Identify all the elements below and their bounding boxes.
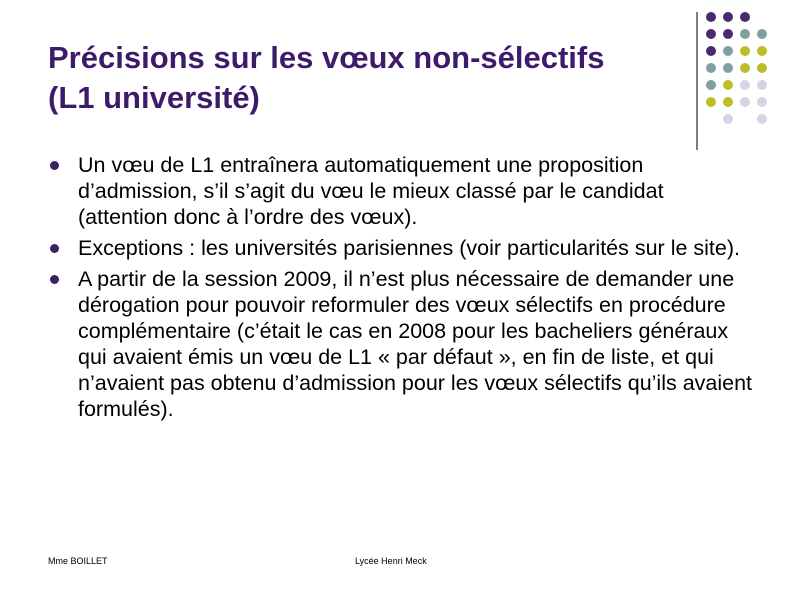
lavender-dot-icon: [723, 114, 733, 124]
purple-dot-icon: [723, 12, 733, 22]
footer-author: Mme BOILLET: [48, 556, 108, 566]
lavender-dot-icon: [740, 97, 750, 107]
purple-dot-icon: [723, 29, 733, 39]
teal-dot-icon: [723, 63, 733, 73]
lavender-dot-icon: [740, 80, 750, 90]
bullet-dot-icon: [50, 161, 59, 170]
bullet-dot-icon: [50, 275, 59, 284]
decorative-divider-line: [696, 12, 698, 150]
title-line-1: Précisions sur les vœux non-sélectifs: [48, 40, 605, 75]
lavender-dot-icon: [757, 114, 767, 124]
bullet-item-3: [48, 266, 758, 422]
teal-dot-icon: [740, 29, 750, 39]
slide-title: [48, 38, 698, 118]
decorative-dot-grid: [706, 12, 786, 127]
teal-dot-icon: [723, 46, 733, 56]
yellow-dot-icon: [757, 46, 767, 56]
bullet-text-3: A partir de la session 2009, il n’est plus nécessaire de demander une dérogation pour pouvoir reformuler des vœux sélectifs en procédure complémentaire (c’était le cas en 2008 pour les bacheliers généraux qui avaient émis un vœu de L1 « par défaut », en fin de liste, et qui n’avaient pas obtenu d’admission pour les vœux sélectifs qu’ils avaient formulés).: [78, 267, 753, 421]
lavender-dot-icon: [757, 80, 767, 90]
purple-dot-icon: [706, 46, 716, 56]
bullet-item-1: [48, 152, 758, 230]
yellow-dot-icon: [706, 97, 716, 107]
bullet-item-2: [48, 235, 758, 261]
footer-school: Lycée Henri Meck: [355, 556, 427, 566]
yellow-dot-icon: [723, 80, 733, 90]
yellow-dot-icon: [723, 97, 733, 107]
purple-dot-icon: [706, 29, 716, 39]
teal-dot-icon: [706, 80, 716, 90]
teal-dot-icon: [706, 63, 716, 73]
yellow-dot-icon: [740, 63, 750, 73]
title-line-2: (L1 université): [48, 80, 260, 115]
teal-dot-icon: [757, 29, 767, 39]
yellow-dot-icon: [757, 63, 767, 73]
bullet-text-2: Exceptions : les universités parisiennes (voir particularités sur le site).: [78, 236, 740, 260]
bullet-dot-icon: [50, 244, 59, 253]
purple-dot-icon: [740, 12, 750, 22]
yellow-dot-icon: [740, 46, 750, 56]
bullet-text-1: Un vœu de L1 entraînera automatiquement une proposition d’admission, s’il s’agit du vœu le mieux classé par le candidat (attention donc à l’ordre des vœux).: [78, 153, 664, 229]
purple-dot-icon: [706, 12, 716, 22]
lavender-dot-icon: [757, 97, 767, 107]
bullet-list: [48, 152, 758, 427]
